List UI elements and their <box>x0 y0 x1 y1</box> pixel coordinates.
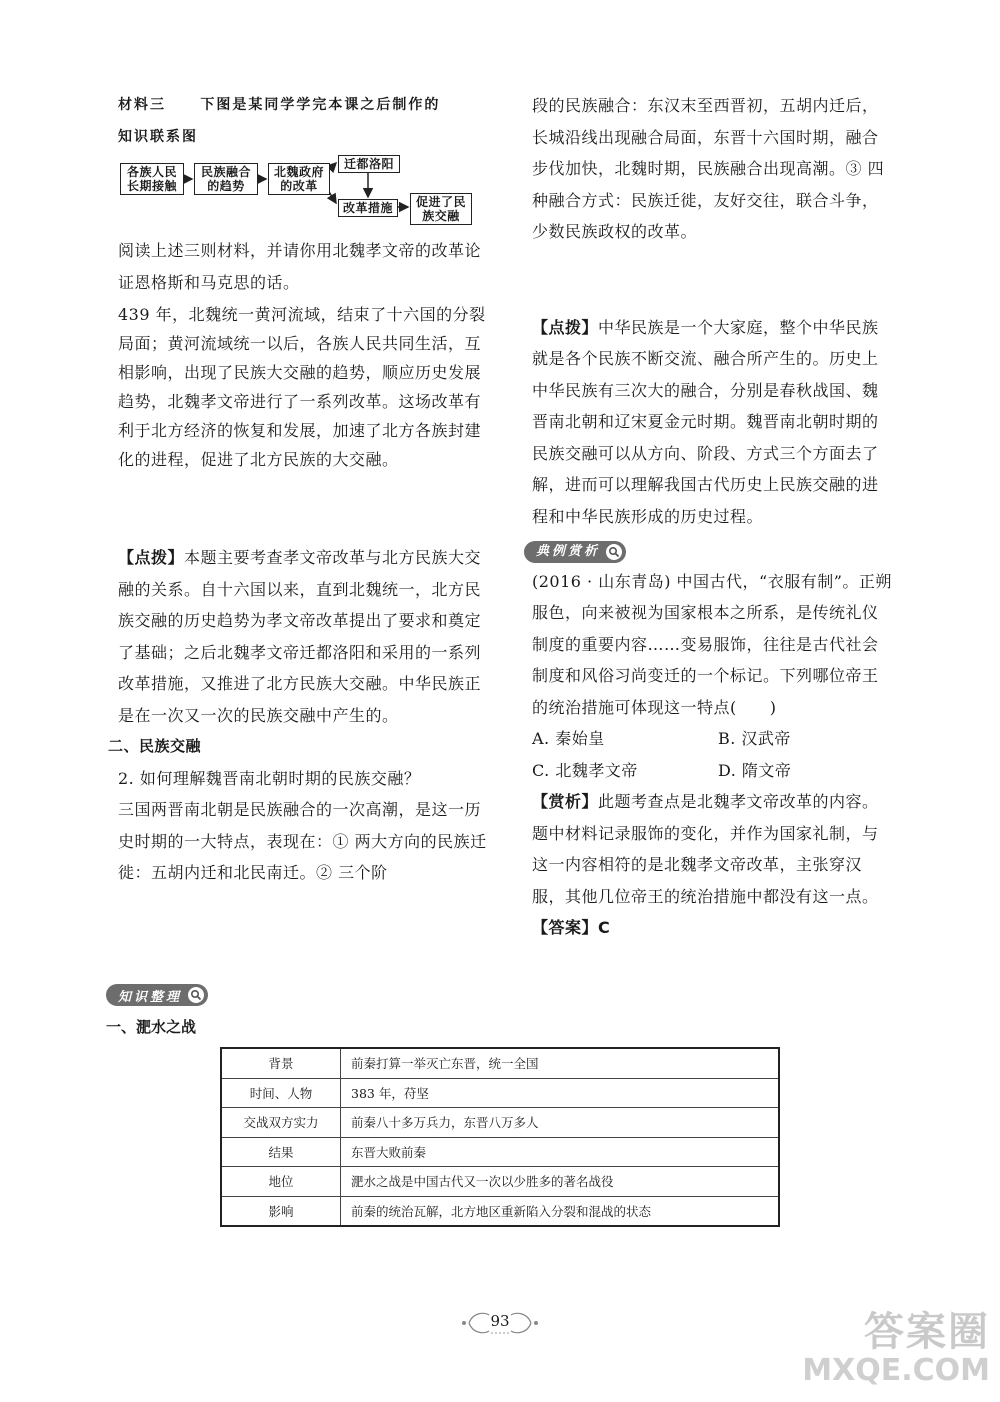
table-key: 结果 <box>221 1137 341 1167</box>
flow-box-promote: 促进了民族交融 <box>410 193 472 225</box>
answer-options <box>532 723 894 786</box>
battle-summary-table <box>220 1047 780 1227</box>
knowledge-banner <box>106 984 208 1006</box>
watermark <box>800 1310 990 1398</box>
question-2: 2. 如何理解魏晋南北朝时期的民族交融？ <box>118 768 421 788</box>
tip-label: 【点拨】 <box>118 548 185 567</box>
table-row <box>221 1167 779 1197</box>
option-c: C. 北魏孝文帝 <box>532 760 638 780</box>
knowledge-flow-diagram <box>118 159 490 231</box>
flow-box-move-capital: 迁都洛阳 <box>338 155 400 173</box>
table-value: 前秦的统治瓦解，北方地区重新陷入分裂和混战的状态 <box>341 1196 780 1226</box>
example-banner-label: 典例赏析 <box>536 544 601 559</box>
magnifier-icon <box>606 544 622 560</box>
option-b: B. 汉武帝 <box>718 729 791 748</box>
answer-line <box>532 912 894 944</box>
material-text-2: 知识联系图 <box>118 128 198 145</box>
table-key: 地位 <box>221 1167 341 1197</box>
reading-answer: 439 年，北魏统一黄河流域，结束了十六国的分裂局面；黄河流域统一以后，各族人民共同生活，互相影响，出现了民族大交融的趋势，顺应历史发展趋势，北魏孝文帝进行了一系列改革。这场改革有利于北方经济的恢复和发展，加速了北方各族封建化的进程，促进了北方民族的大交融。 <box>118 305 486 469</box>
reading-question: 阅读上述三则材料，并请你用北魏孝文帝的改革论证恩格斯和马克思的话。 <box>118 241 482 292</box>
table-row <box>221 1078 779 1108</box>
table-value: 前秦八十多万兵力，东晋八万多人 <box>341 1108 780 1138</box>
answer-2-continued: 段的民族融合：东汉末至西晋初，五胡内迁后，长城沿线出现融合局面，东晋十六国时期，融合步伐加快，北魏时期，民族融合出现高潮。③ 四种融合方式：民族迁徙，友好交往，联合斗争，少数民族政权的改革。 <box>532 96 885 241</box>
tip-paragraph-right <box>532 312 894 533</box>
tip-text: 本题主要考查孝文帝改革与北方民族大交融的关系。自十六国以来，直到北魏统一，北方民族交融的历史趋势为孝文帝改革提出了要求和奠定了基础；之后北魏孝文帝迁都洛阳和采用的一系列改革措施，又推进了北方民族大交融。中华民族正是在一次又一次的民族交融中产生的。 <box>118 548 482 725</box>
analysis-paragraph <box>532 786 894 912</box>
option-d: D. 隋文帝 <box>718 760 792 780</box>
flow-box-reform: 北魏政府的改革 <box>268 163 330 195</box>
material-title <box>118 90 490 122</box>
watermark-top: 答案圈 <box>864 1309 990 1355</box>
answer-label: 【答案】 <box>532 918 599 937</box>
material-text-1: 下图是某同学学完本课之后制作的 <box>200 97 441 113</box>
magnifier-icon <box>188 987 204 1003</box>
flow-box-contact: 各族人民长期接触 <box>120 163 184 195</box>
table-key: 时间、人物 <box>221 1078 341 1108</box>
watermark-bottom: MXQE.COM <box>802 1353 990 1388</box>
page-number <box>455 1306 545 1340</box>
table-value: 前秦打算一举灭亡东晋，统一全国 <box>341 1048 780 1078</box>
answer-2: 三国两晋南北朝是民族融合的一次高潮，是这一历史时期的一大特点，表现在：① 两大方向的民族迁徙：五胡内迁和北民南迁。② 三个阶 <box>118 800 487 882</box>
table-value: 383 年，苻坚 <box>341 1078 780 1108</box>
answer-value: C <box>598 918 611 937</box>
material-label: 材料三 <box>118 97 166 113</box>
example-question: (2016 · 山东青岛) 中国古代，“衣服有制”。正朔服色，向来被视为国家根本之所系，是传统礼仪制度的重要内容……变易服饰，往往是古代社会制度和风俗习尚变迁的一个标记。下列哪位帝王的统治措施可体现这一特点( ) <box>532 571 892 717</box>
option-a: A. 秦始皇 <box>532 729 605 748</box>
analysis-text: 此题考查点是北魏孝文帝改革的内容。题中材料记录服饰的变化，并作为国家礼制，与这一内容相符的是北魏孝文帝改革，主张穿汉服，其他几位帝王的统治措施中都没有这一点。 <box>532 792 879 906</box>
example-banner <box>524 534 894 566</box>
table-key: 影响 <box>221 1196 341 1226</box>
left-column <box>108 90 490 889</box>
analysis-label: 【赏析】 <box>532 792 599 811</box>
battle-section-title: 一、淝水之战 <box>106 1018 197 1036</box>
tip-text-right: 中华民族是一个大家庭，整个中华民族就是各个民族不断交流、融合所产生的。历史上中华民族有三次大的融合，分别是春秋战国、魏晋南北朝和辽宋夏金元时期。魏晋南北朝时期的民族交融可以从方向、阶段、方式三个方面去了解，进而可以理解我国古代历史上民族交融的进程和中华民族形成的历史过程。 <box>532 317 879 526</box>
tip-label-right: 【点拨】 <box>532 317 599 337</box>
table-key: 交战双方实力 <box>221 1108 341 1138</box>
table-row <box>221 1196 779 1226</box>
table-row <box>221 1137 779 1167</box>
page-number-text: 93 <box>490 1312 510 1330</box>
table-value: 东晋大败前秦 <box>341 1137 780 1167</box>
knowledge-banner-label: 知识整理 <box>118 989 183 1005</box>
table-row <box>221 1048 779 1078</box>
flow-box-trend: 民族融合的趋势 <box>194 163 258 195</box>
right-column <box>532 90 894 944</box>
flow-box-measures: 改革措施 <box>338 199 398 217</box>
table-value: 淝水之战是中国古代又一次以少胜多的著名战役 <box>341 1167 780 1197</box>
table-row <box>221 1108 779 1138</box>
section-heading: 二、民族交融 <box>108 737 202 755</box>
table-key: 背景 <box>221 1048 341 1078</box>
tip-paragraph <box>118 542 490 731</box>
